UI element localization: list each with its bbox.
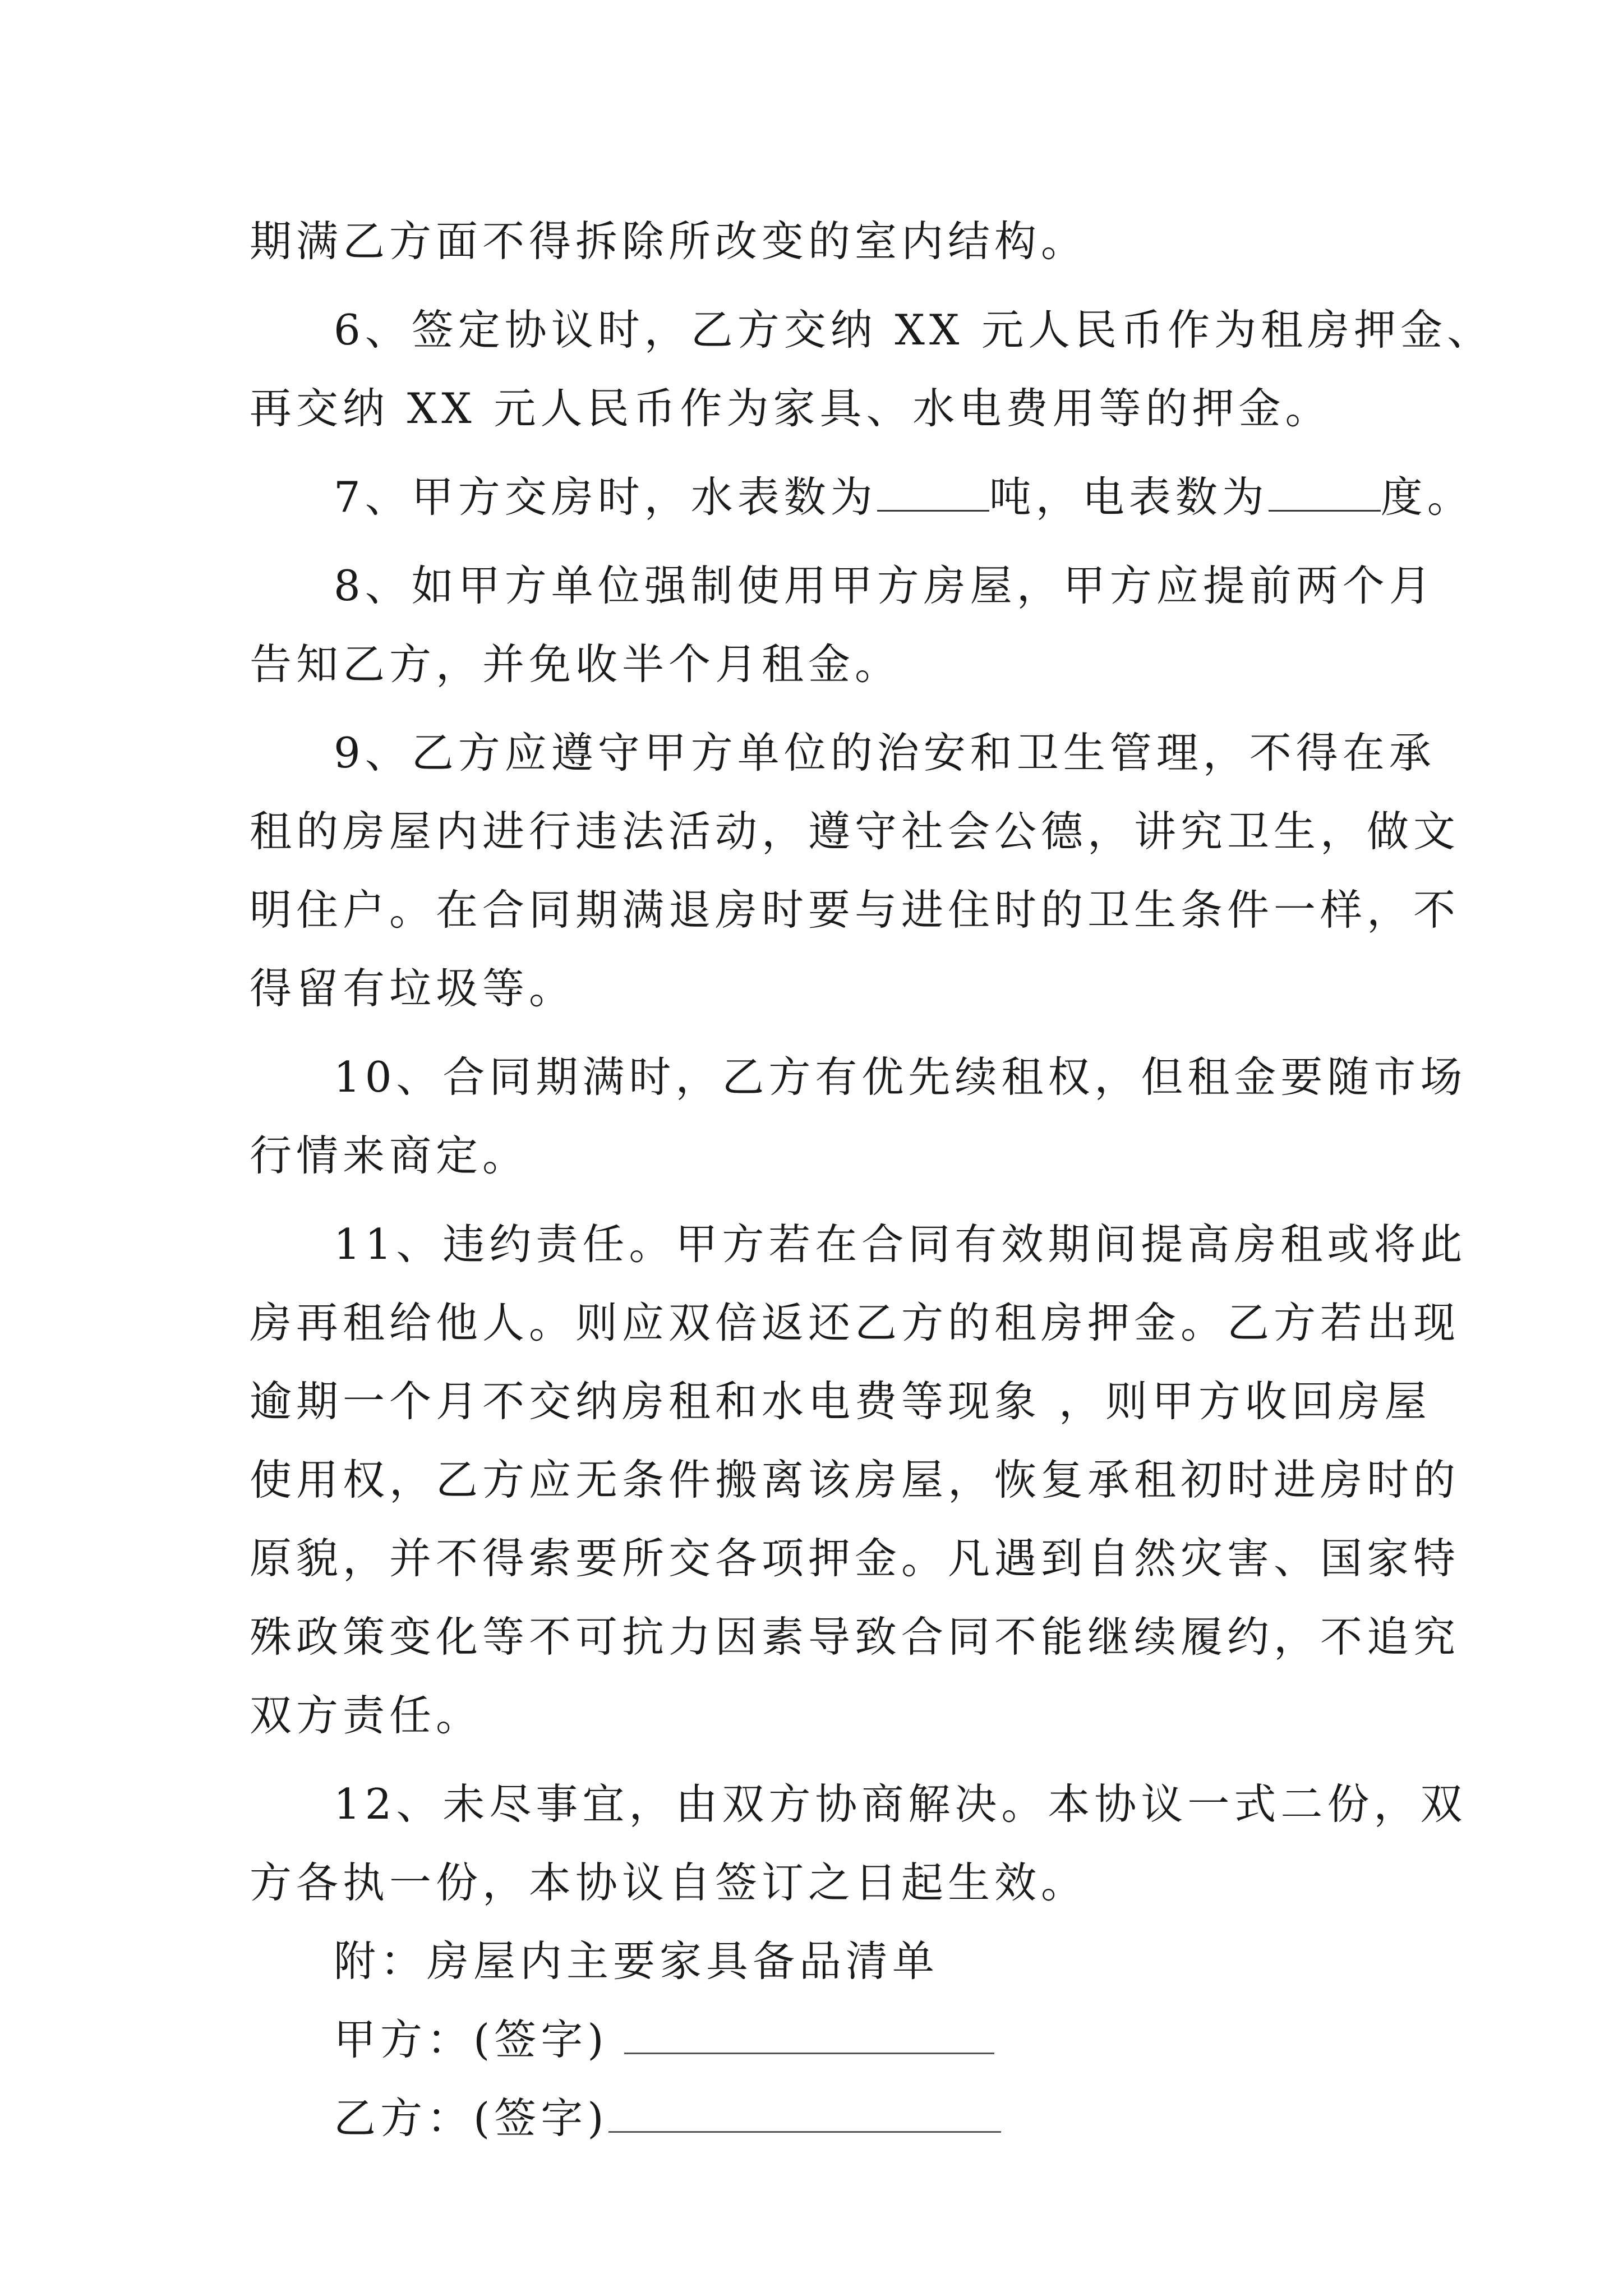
clause-11-line-5: 原貌，并不得索要所交各项押金。凡遇到自然灾害、国家特 — [250, 1534, 1460, 1583]
clause-11-line-7: 双方责任。 — [250, 1691, 483, 1740]
party-b-signature-line — [608, 2094, 1001, 2133]
clause-8-line-1: 8、如甲方单位强制使用甲方房屋，甲方应提前两个月 — [334, 561, 1436, 610]
party-b-label: 乙方：(签字) — [334, 2093, 608, 2143]
clause-11-line-1: 11、违约责任。甲方若在合同有效期间提高房租或将此 — [334, 1220, 1467, 1269]
clause-9-line-2: 租的房屋内进行违法活动，遵守社会公德，讲究卫生，做文 — [250, 807, 1460, 856]
party-a-signature — [250, 2000, 1388, 2079]
clause-12-line-1: 12、未尽事宜，由双方协商解决。本协议一式二份，双 — [334, 1779, 1467, 1829]
electric-meter-blank — [1269, 477, 1381, 512]
party-b-signature — [250, 2079, 1388, 2157]
attachment-note: 附：房屋内主要家具备品清单 — [334, 1936, 939, 1986]
clause-7-middle: 吨，电表数为 — [989, 472, 1269, 522]
clause-12-line-2: 方各执一份，本协议自签订之日起生效。 — [250, 1858, 1088, 1907]
clause-11-line-3: 逾期一个月不交纳房租和水电费等现象 ，则甲方收回房屋 — [250, 1377, 1431, 1426]
party-a-label: 甲方：(签字) — [334, 2015, 608, 2064]
clause-7-line-1 — [250, 458, 1474, 536]
clause-6 — [250, 291, 1494, 448]
clause-7-prefix: 7、甲方交房时，水表数为 — [334, 472, 877, 522]
clause-11-line-6: 殊政策变化等不可抗力因素导致合同不能继续履约，不追究 — [250, 1612, 1460, 1662]
clause-11-line-4: 使用权，乙方应无条件搬离该房屋，恢复承租初时进房时的 — [250, 1455, 1460, 1504]
clause-9-line-1: 9、乙方应遵守甲方单位的治安和卫生管理，不得在承 — [334, 728, 1436, 777]
clause-11 — [250, 1205, 1467, 1755]
clause-8-line-2: 告知乙方，并免收半个月租金。 — [250, 639, 902, 689]
clause-12 — [250, 1765, 1467, 1922]
paragraph-5-tail: 期满乙方面不得拆除所改变的室内结构。 — [250, 217, 1088, 266]
clause-10-line-2: 行情来商定。 — [250, 1131, 529, 1180]
clause-9-line-4: 得留有垃圾等。 — [250, 964, 576, 1013]
clause-8 — [250, 546, 1436, 703]
clause-10 — [250, 1038, 1467, 1195]
clause-11-line-2: 房再租给他人。则应双倍返还乙方的租房押金。乙方若出现 — [250, 1298, 1460, 1347]
contract-page — [250, 202, 1494, 2157]
clause-7-suffix: 度。 — [1380, 472, 1474, 522]
clause-9 — [250, 714, 1460, 1028]
party-a-signature-line — [624, 2016, 994, 2054]
clause-9-line-3: 明住户。在合同期满退房时要与进住时的卫生条件一样，不 — [250, 885, 1460, 935]
clause-6-line-1: 6、签定协议时，乙方交纳 XX 元人民币作为租房押金、 — [334, 305, 1494, 355]
clause-7 — [250, 458, 1474, 536]
clause-10-line-1: 10、合同期满时，乙方有优先续租权，但租金要随市场 — [334, 1052, 1467, 1102]
clause-6-line-2: 再交纳 XX 元人民币作为家具、水电费用等的押金。 — [250, 384, 1332, 433]
water-meter-blank — [877, 477, 989, 512]
